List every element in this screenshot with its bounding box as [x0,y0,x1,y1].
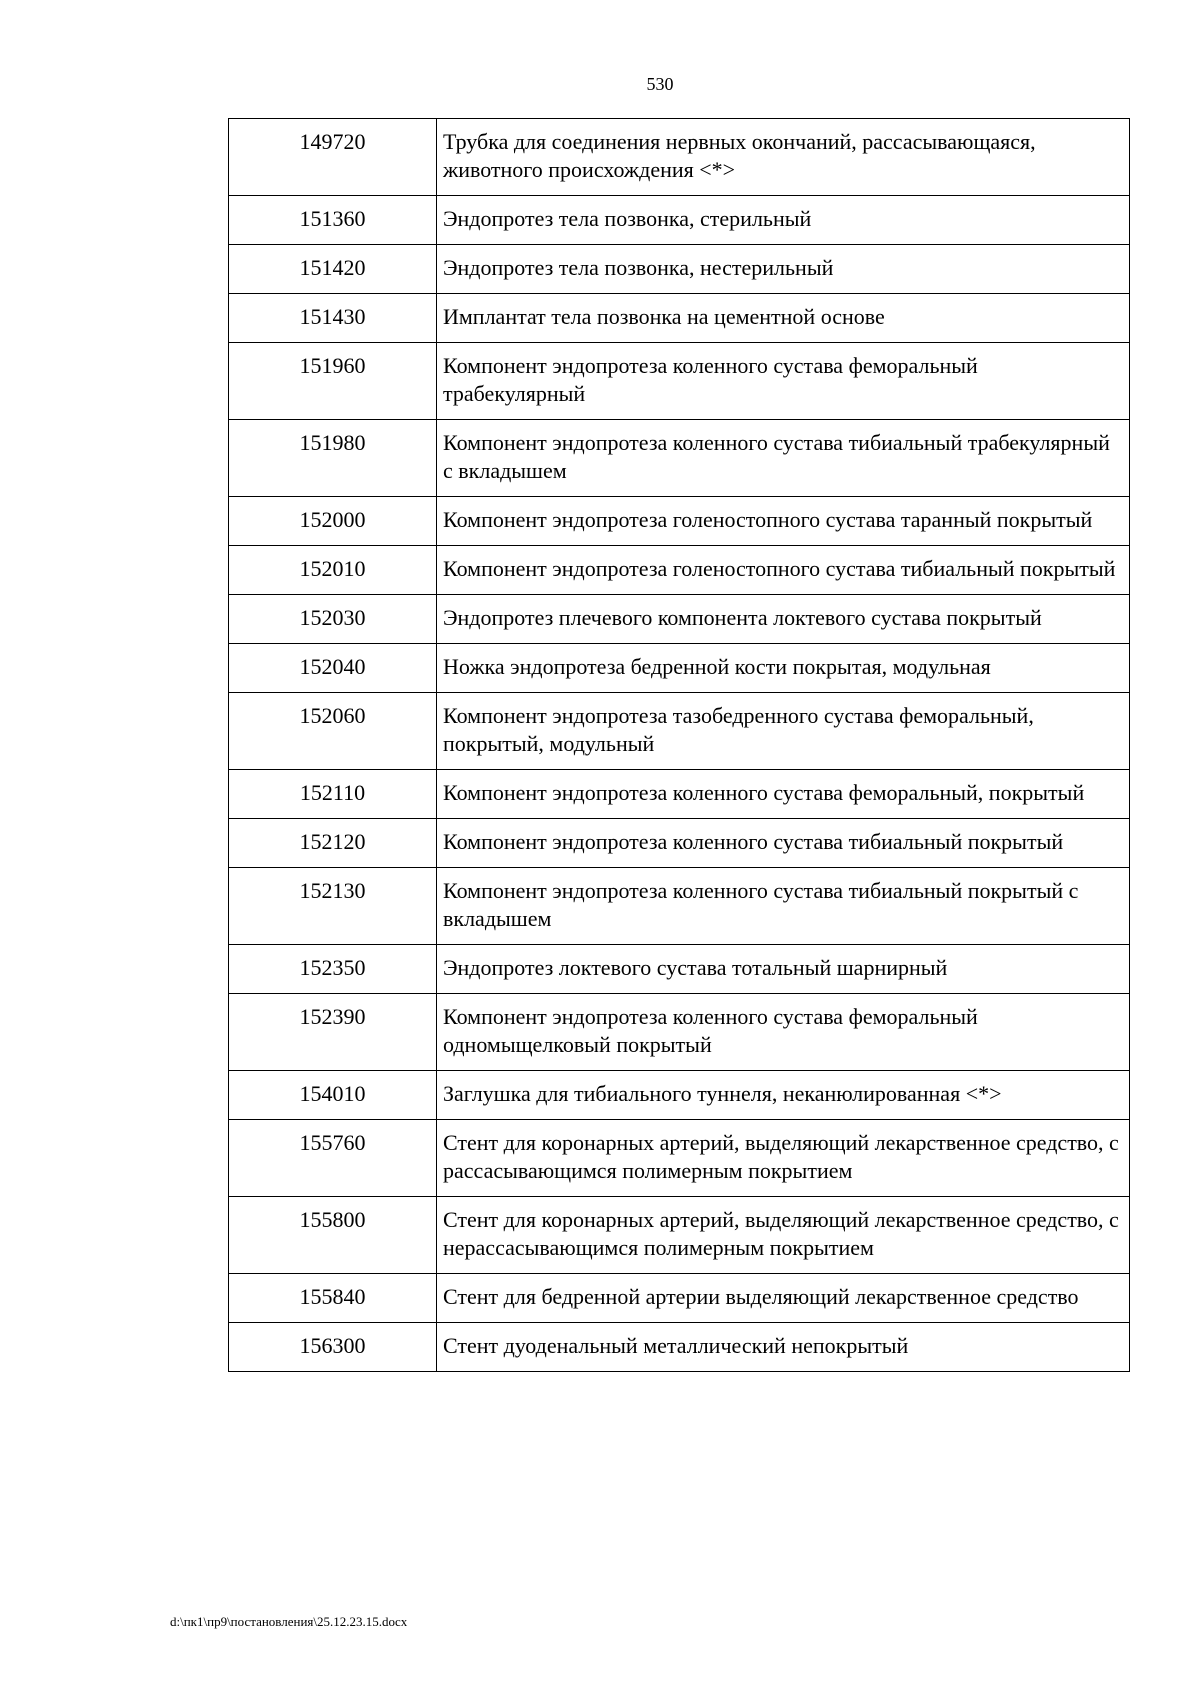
row-name: Компонент эндопротеза коленного сустава феморальный одномыщелковый покрытый [437,994,1130,1071]
table-row [229,1197,1130,1274]
table-row [229,693,1130,770]
page-number: 530 [646,74,674,94]
row-name: Компонент эндопротеза коленного сустава тибиальный трабекулярный с вкладышем [437,420,1130,497]
table-row [229,245,1130,294]
row-code: 151960 [229,343,437,420]
row-name: Компонент эндопротеза голеностопного сустава тибиальный покрытый [437,546,1130,595]
row-name: Эндопротез локтевого сустава тотальный шарнирный [437,945,1130,994]
medical-device-table [228,118,1130,1372]
row-code: 155760 [229,1120,437,1197]
table-row [229,196,1130,245]
row-name: Стент для коронарных артерий, выделяющий лекарственное средство, с рассасывающимся полимерным покрытием [437,1120,1130,1197]
table-row [229,420,1130,497]
table-body [229,119,1130,1372]
row-name: Компонент эндопротеза коленного сустава феморальный трабекулярный [437,343,1130,420]
row-code: 152000 [229,497,437,546]
row-name: Стент дуоденальный металлический непокрытый [437,1323,1130,1372]
row-name: Компонент эндопротеза коленного сустава тибиальный покрытый с вкладышем [437,868,1130,945]
table-row [229,770,1130,819]
row-code: 154010 [229,1071,437,1120]
row-code: 155840 [229,1274,437,1323]
table-row [229,1071,1130,1120]
row-name: Имплантат тела позвонка на цементной основе [437,294,1130,343]
row-code: 152120 [229,819,437,868]
row-name: Компонент эндопротеза коленного сустава тибиальный покрытый [437,819,1130,868]
table-row [229,644,1130,693]
table-row [229,497,1130,546]
table-row [229,868,1130,945]
row-name: Стент для коронарных артерий, выделяющий лекарственное средство, с нерассасывающимся полимерным покрытием [437,1197,1130,1274]
row-code: 152030 [229,595,437,644]
row-code: 151430 [229,294,437,343]
row-code: 152130 [229,868,437,945]
row-code: 152110 [229,770,437,819]
row-name: Эндопротез тела позвонка, нестерильный [437,245,1130,294]
row-code: 156300 [229,1323,437,1372]
row-code: 155800 [229,1197,437,1274]
table-row [229,945,1130,994]
row-name: Компонент эндопротеза тазобедренного сустава феморальный, покрытый, модульный [437,693,1130,770]
row-code: 152350 [229,945,437,994]
table-row [229,546,1130,595]
row-name: Эндопротез тела позвонка, стерильный [437,196,1130,245]
table-row [229,1274,1130,1323]
row-name: Компонент эндопротеза коленного сустава феморальный, покрытый [437,770,1130,819]
table-row [229,294,1130,343]
table-row [229,1323,1130,1372]
row-name: Заглушка для тибиального туннеля, неканюлированная <*> [437,1071,1130,1120]
row-code: 151980 [229,420,437,497]
row-name: Компонент эндопротеза голеностопного сустава таранный покрытый [437,497,1130,546]
row-code: 151360 [229,196,437,245]
row-name: Стент для бедренной артерии выделяющий лекарственное средство [437,1274,1130,1323]
row-code: 152010 [229,546,437,595]
table-row [229,343,1130,420]
table-row [229,819,1130,868]
row-name: Эндопротез плечевого компонента локтевого сустава покрытый [437,595,1130,644]
row-code: 152390 [229,994,437,1071]
row-code: 152060 [229,693,437,770]
row-code: 152040 [229,644,437,693]
row-code: 149720 [229,119,437,196]
table-row [229,1120,1130,1197]
footer-file-path: d:\пк1\пр9\постановления\25.12.23.15.docx [170,1614,408,1629]
table-row [229,119,1130,196]
table-row [229,994,1130,1071]
row-name: Ножка эндопротеза бедренной кости покрытая, модульная [437,644,1130,693]
row-name: Трубка для соединения нервных окончаний, рассасывающаяся, животного происхождения <*> [437,119,1130,196]
row-code: 151420 [229,245,437,294]
table-row [229,595,1130,644]
